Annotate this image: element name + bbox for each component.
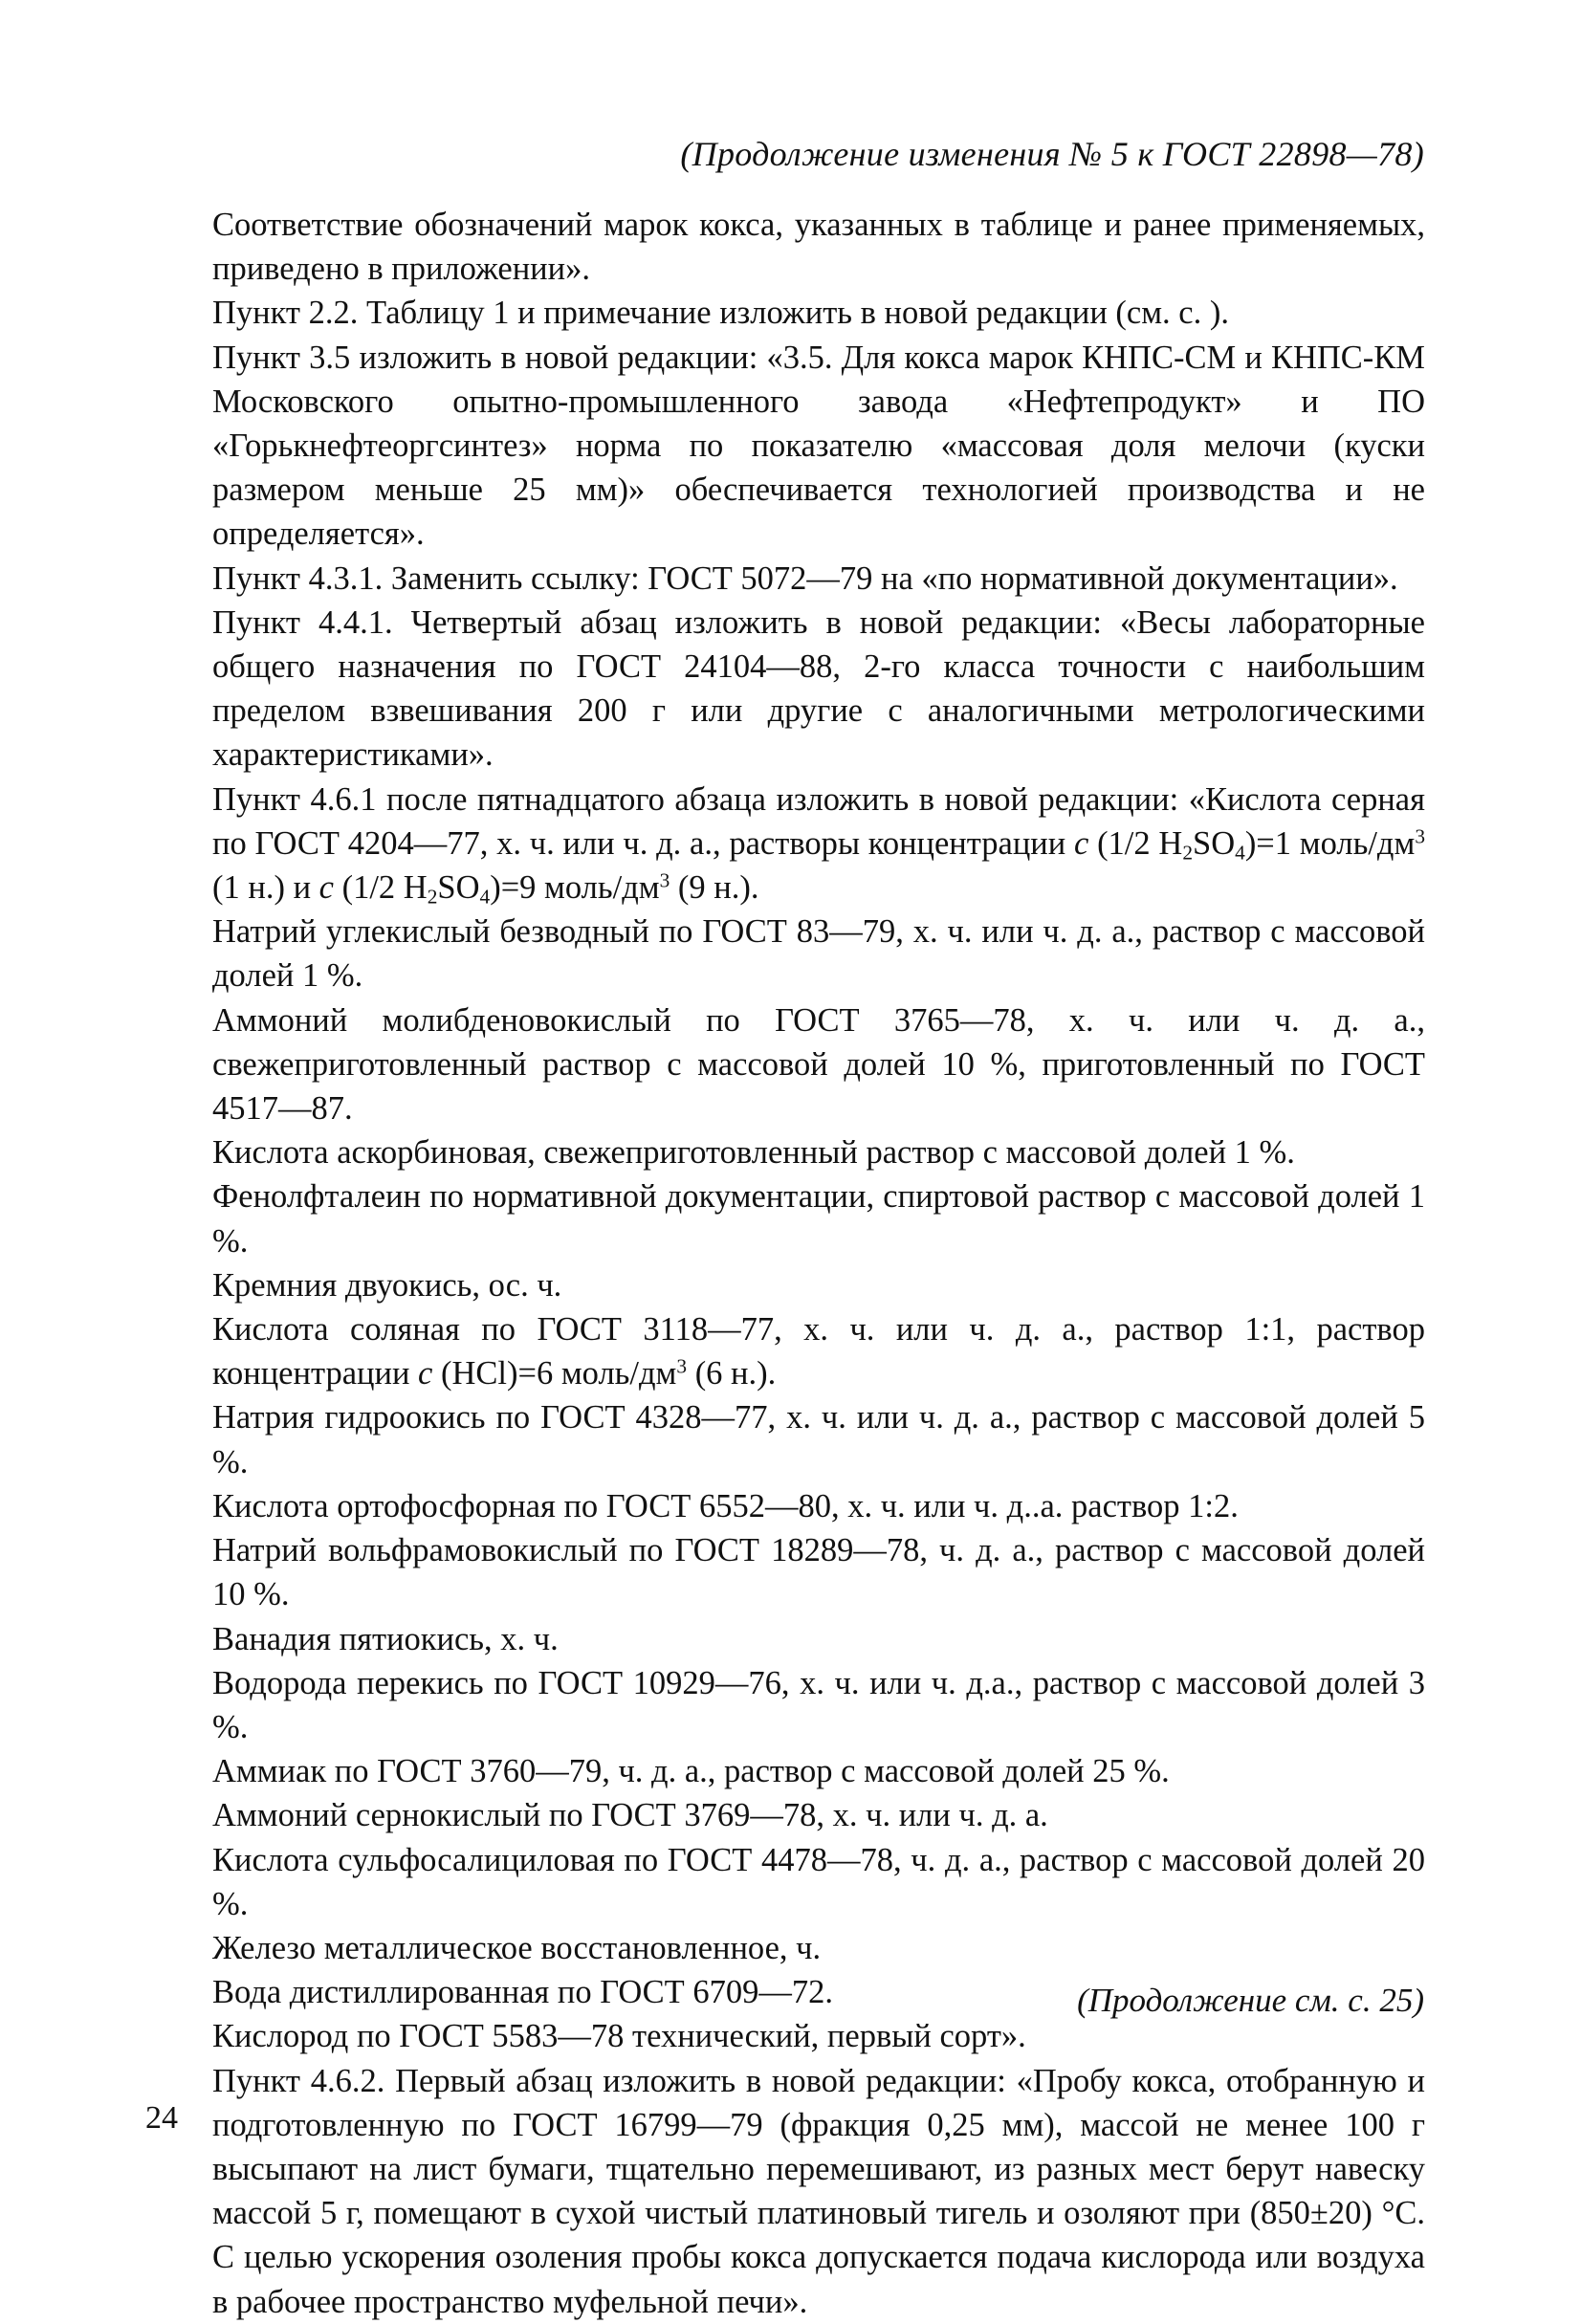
reagent-sodium-tungstate: Натрий вольфрамовокислый по ГОСТ 18289—78, ч. д. а., раствор с массовой долей 10 %. [212, 1532, 1425, 1613]
reagent-phenolphthalein: Фенолфталеин по нормативной документации, спиртовой раствор с массовой долей 1 %. [212, 1178, 1425, 1260]
page-number: 24 [145, 2100, 178, 2136]
reagent-vanadium-pentoxide: Ванадия пятиокись, х. ч. [212, 1620, 559, 1657]
page-header: (Продолжение изменения № 5 к ГОСТ 22898—78) [680, 135, 1424, 173]
paragraph-4-6-1: Пункт 4.6.1 после пятнадцатого абзаца изложить в новой редакции: «Кислота серная по ГОСТ 4204—77, х. ч. или ч. д. а., растворы концентрации c (1/2 $H_2SO_4)=1$ моль/$дм^3$ (1 н.) и c (1/2 $H_2SO_4)=9$ моль/$дм^3$ (9 н.). [212, 780, 1426, 909]
reagent-silicon-dioxide: Кремния двуокись, ос. ч. [212, 1266, 562, 1304]
reagent-sodium-hydroxide: Натрия гидроокись по ГОСТ 4328—77, х. ч. или ч. д. а., раствор с массовой долей 5 %. [212, 1399, 1425, 1480]
reagent-sulfosalicylic-acid: Кислота сульфосалициловая по ГОСТ 4478—78, ч. д. а., раствор с массовой долей 20 %. [212, 1841, 1425, 1922]
paragraph-4-3-1: Пункт 4.3.1. Заменить ссылку: ГОСТ 5072—79 на «по нормативной документации». [212, 559, 1398, 597]
reagent-oxygen: Кислород по ГОСТ 5583—78 технический, первый сорт». [212, 2018, 1026, 2055]
reagent-phosphoric-acid: Кислота ортофосфорная по ГОСТ 6552—80, х. ч. или ч. д..а. раствор 1:2. [212, 1487, 1239, 1524]
reagent-hydrogen-peroxide: Водорода перекись по ГОСТ 10929—76, х. ч. или ч. д.а., раствор с массовой долей 3 %. [212, 1664, 1425, 1745]
reagent-distilled-water: Вода дистиллированная по ГОСТ 6709—72. [212, 1974, 833, 2011]
reagent-iron: Железо металлическое восстановленное, ч. [212, 1929, 822, 1966]
paragraph-4-4-1: Пункт 4.4.1. Четвертый абзац изложить в новой редакции: «Весы лабораторные общего назначения по ГОСТ 24104—88, 2-го класса точности с наибольшим пределом взвешивания 200 г или другие с аналогичными метрологическими характеристиками». [212, 603, 1425, 774]
reagent-ammonium-sulfate: Аммоний сернокислый по ГОСТ 3769—78, х. ч. или ч. д. а. [212, 1797, 1048, 1834]
reagent-ammonium-molybdate: Аммоний молибденовокислый по ГОСТ 3765—78, х. ч. или ч. д. а., свежеприготовленный раствор с массовой долей 10 %, приготовленный по ГОСТ 4517—87. [212, 1001, 1425, 1128]
paragraph-4-6-2: Пункт 4.6.2. Первый абзац изложить в новой редакции: «Пробу кокса, отобранную и подготовленную по ГОСТ 16799—79 (фракция 0,25 мм), массой не менее 100 г высыпают на лист бумаги, тщательно перемешивают, из разных мест берут навеску массой 5 г, помещают в сухой чистый платиновый тигель и озоляют при (850±20) °С. С целью ускорения озоления пробы кокса допускается подача кислорода или воздуха в рабочее пространство муфельной печи». [212, 2062, 1425, 2320]
continued-note: (Продолжение см. с. 25) [1077, 1982, 1424, 2019]
reagent-ammonia: Аммиак по ГОСТ 3760—79, ч. д. а., раствор с массовой долей 25 %. [212, 1753, 1170, 1790]
paragraph-tail-intro: Соответствие обозначений марок кокса, указанных в таблице и ранее применяемых, приведено в приложении». [212, 207, 1425, 288]
paragraph-2-2: Пункт 2.2. Таблицу 1 и примечание изложить в новой редакции (см. с. ). [212, 295, 1229, 332]
paragraph-3-5: Пункт 3.5 изложить в новой редакции: «3.5. Для кокса марок КНПС-СМ и КНПС-КМ Московского опытно-промышленного завода «Нефтепродукт» и ПО «Горькнефтеоргсинтез» норма по показателю «массовая доля мелочи (куски размером меньше 25 мм)» обеспечивается технологией производства и не определяется». [212, 339, 1425, 553]
reagent-hydrochloric-acid: Кислота соляная по ГОСТ 3118—77, х. ч. или ч. д. а., раствор 1:1, раствор концентрации c (HCl)=6 моль/$дм^3$ (6 н.). [212, 1311, 1425, 1392]
reagent-sodium-carbonate: Натрий углекислый безводный по ГОСТ 83—79, х. ч. или ч. д. а., раствор с массовой долей 1 %. [212, 913, 1425, 995]
reagent-ascorbic-acid: Кислота аскорбиновая, свежеприготовленный раствор с массовой долей 1 %. [212, 1134, 1295, 1172]
